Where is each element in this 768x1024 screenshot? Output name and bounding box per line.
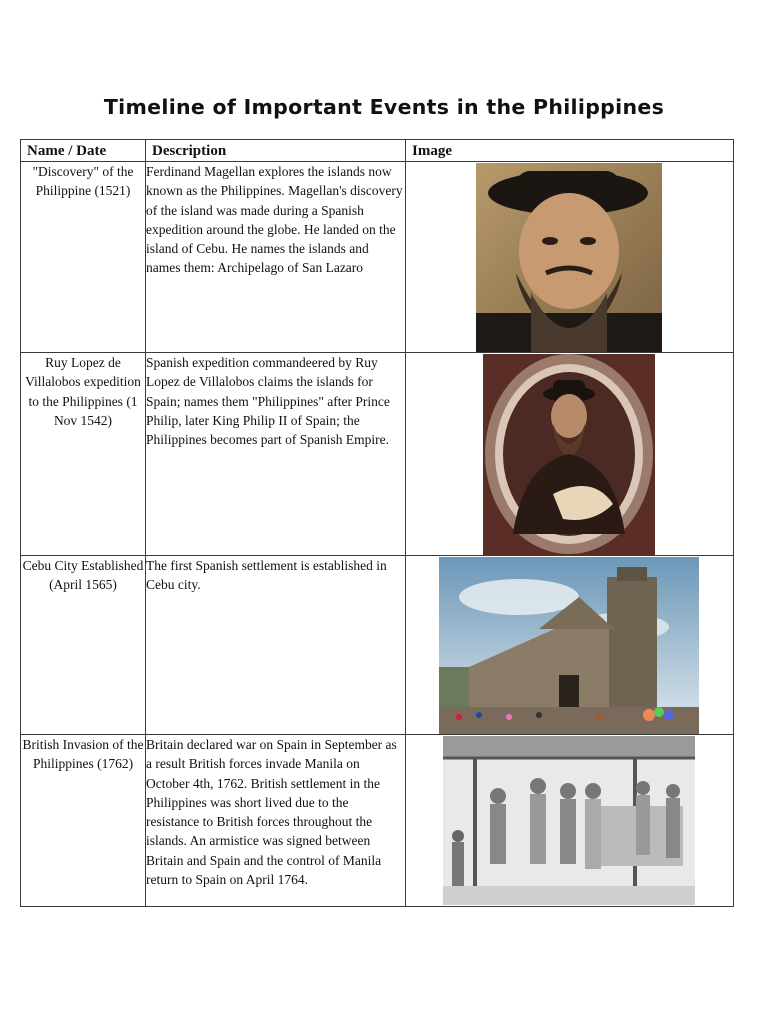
page-title: Timeline of Important Events in the Philippines bbox=[103, 95, 665, 119]
table-row bbox=[21, 735, 734, 907]
row-name-date: Cebu City Established (April 1565) bbox=[21, 556, 146, 735]
oval-framed-portrait-icon bbox=[483, 354, 655, 555]
portrait-painting-icon bbox=[476, 163, 662, 352]
row-name-date: "Discovery" of the Philippine (1521) bbox=[21, 162, 146, 353]
row-description: The first Spanish settlement is established in Cebu city. bbox=[146, 556, 406, 735]
header-image: Image bbox=[406, 140, 734, 162]
row-image-cell bbox=[406, 735, 734, 907]
historical-sketch-icon bbox=[443, 736, 695, 905]
row-description: Ferdinand Magellan explores the islands now known as the Philippines. Magellan's discovery of the island was made during a Spanish expedition around the globe. He landed on the island of Cebu. He names the islands and names them: Archipelago of San Lazaro bbox=[146, 162, 406, 353]
row-image-cell bbox=[406, 556, 734, 735]
row-name-date: Ruy Lopez de Villalobos expedition to the Philippines (1 Nov 1542) bbox=[21, 353, 146, 556]
row-description: Britain declared war on Spain in September as a result British forces invade Manila on October 4th, 1762. British settlement in the Philippines was short lived due to the resistance to British forces throughout the islands. An armistice was signed between Britain and Spain and the control of Manila return to Spain on April 1764. bbox=[146, 735, 406, 907]
row-image-cell bbox=[406, 162, 734, 353]
table-row bbox=[21, 556, 734, 735]
row-description: Spanish expedition commandeered by Ruy Lopez de Villalobos claims the islands for Spain; names them "Philippines" after Prince Philip, later King Philip II of Spain; the Philippines becomes part of Spanish Empire. bbox=[146, 353, 406, 556]
timeline-table bbox=[20, 139, 734, 907]
header-description: Description bbox=[146, 140, 406, 162]
table-row bbox=[21, 162, 734, 353]
table-header-row bbox=[21, 140, 734, 162]
table-row bbox=[21, 353, 734, 556]
header-name-date: Name / Date bbox=[21, 140, 146, 162]
basilica-photo-icon bbox=[439, 557, 699, 734]
row-image-cell bbox=[406, 353, 734, 556]
row-name-date: British Invasion of the Philippines (1762) bbox=[21, 735, 146, 907]
